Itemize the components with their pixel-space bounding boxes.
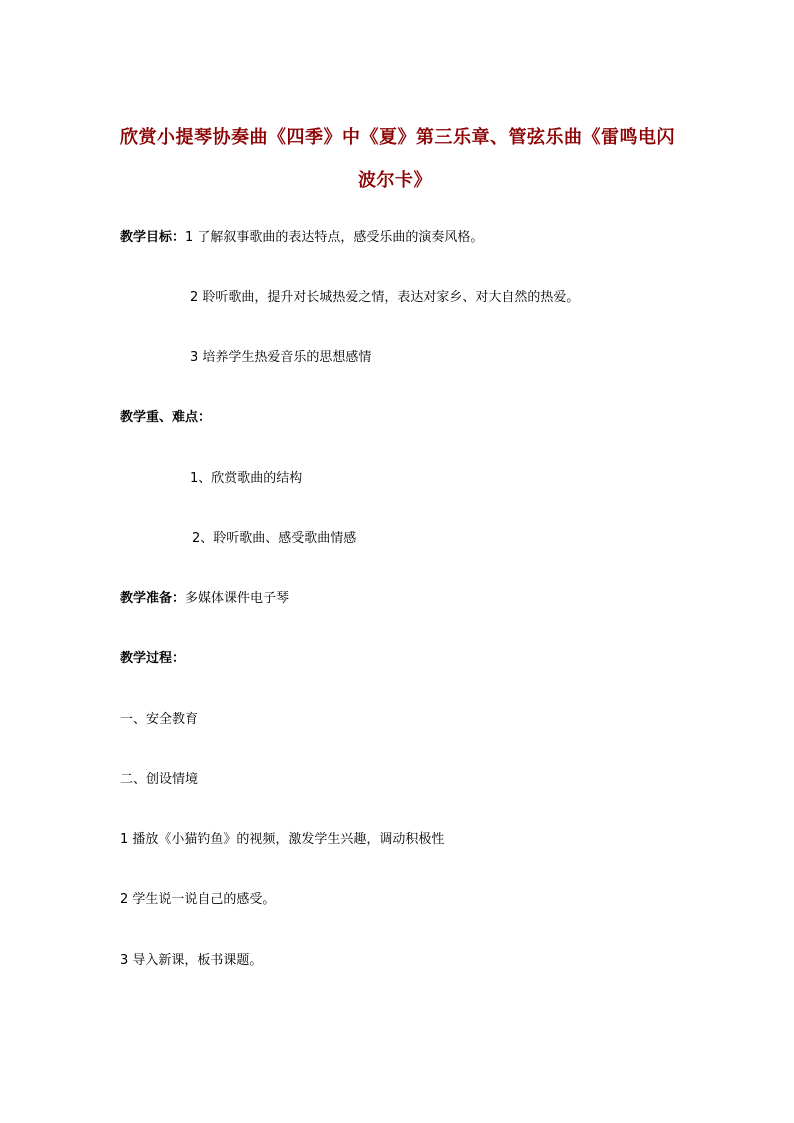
process-sub-2: 2 学生说一说自己的感受。 — [120, 892, 276, 907]
process-step-1: 一、安全教育 — [120, 712, 199, 727]
document-title-line-2: 波尔卡》 — [358, 170, 432, 191]
preparation-value: 多媒体课件电子琴 — [185, 591, 290, 606]
objectives-item-2: 2 聆听歌曲，提升对长城热爱之情，表达对家乡、对大自然的热爱。 — [190, 290, 580, 305]
objectives-label: 教学目标： — [120, 230, 186, 245]
key-points-item-2: 2、聆听歌曲、感受歌曲情感 — [192, 531, 357, 546]
key-points-item-1: 1、欣赏歌曲的结构 — [190, 471, 303, 486]
objectives-row — [120, 229, 483, 247]
process-step-2: 二、创设情境 — [120, 772, 199, 787]
process-sub-1: 1 播放《小猫钓鱼》的视频，激发学生兴趣，调动积极性 — [120, 832, 445, 847]
objectives-item-3: 3 培养学生热爱音乐的思想感情 — [190, 350, 372, 365]
process-sub-3: 3 导入新课，板书课题。 — [120, 953, 263, 968]
document-title-line-1: 欣赏小提琴协奏曲《四季》中《夏》第三乐章、管弦乐曲《雷鸣电闪 — [120, 127, 675, 148]
objectives-item-1: 1 了解叙事歌曲的表达特点，感受乐曲的演奏风格。 — [185, 230, 484, 245]
process-label: 教学过程： — [120, 651, 186, 666]
preparation-label: 教学准备： — [120, 591, 186, 606]
preparation-row — [120, 590, 289, 608]
key-points-label: 教学重、难点： — [120, 410, 212, 425]
